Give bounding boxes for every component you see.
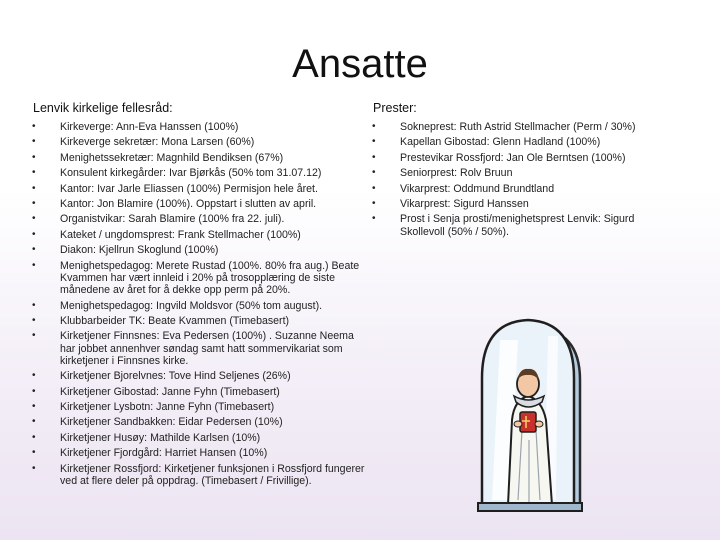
list-item: • Prestevikar Rossfjord: Jan Ole Berntsen (100%) xyxy=(400,152,675,164)
list-item: • Kantor: Ivar Jarle Eliassen (100%) Permisjon hele året. xyxy=(60,183,365,195)
fellesrad-heading: Lenvik kirkelige fellesråd: xyxy=(33,101,173,115)
list-item: • Kirketjener Bjorelvnes: Tove Hind Seljenes (26%) xyxy=(60,370,365,382)
list-item: • Seniorprest: Rolv Bruun xyxy=(400,167,675,179)
list-item: • Kirketjener Sandbakken: Eidar Pedersen (10%) xyxy=(60,416,365,428)
list-item: • Kapellan Gibostad: Glenn Hadland (100%) xyxy=(400,136,675,148)
list-item: • Menighetspedagog: Merete Rustad (100%. 80% fra aug.) Beate Kvammen har vært innleid i 20% på trosopplæring de siste månedene av året for å dekke opp perm på 20%. xyxy=(60,260,365,297)
list-item: • Kirketjener Rossfjord: Kirketjener funksjonen i Rossfjord fungerer ved at flere deler på oppdrag. (Timebasert / Frivillige). xyxy=(60,463,365,488)
list-item: • Sokneprest: Ruth Astrid Stellmacher (Perm / 30%) xyxy=(400,121,675,133)
list-item: • Kirketjener Gibostad: Janne Fyhn (Timebasert) xyxy=(60,386,365,398)
list-item: • Klubbarbeider TK: Beate Kvammen (Timebasert) xyxy=(60,315,365,327)
list-item: • Kirketjener Husøy: Mathilde Karlsen (10%) xyxy=(60,432,365,444)
prester-list xyxy=(400,121,675,241)
list-item: • Menighetspedagog: Ingvild Moldsvor (50% tom august). xyxy=(60,300,365,312)
list-item: • Menighetssekretær: Magnhild Bendiksen (67%) xyxy=(60,152,365,164)
list-item: • Kirkeverge sekretær: Mona Larsen (60%) xyxy=(60,136,365,148)
list-item: • Kantor: Jon Blamire (100%). Oppstart i slutten av april. xyxy=(60,198,365,210)
list-item: • Kateket / ungdomsprest: Frank Stellmacher (100%) xyxy=(60,229,365,241)
list-item: • Kirketjener Lysbotn: Janne Fyhn (Timebasert) xyxy=(60,401,365,413)
list-item: • Prost i Senja prosti/menighetsprest Lenvik: Sigurd Skollevoll (50% / 50%). xyxy=(400,213,675,238)
list-item: • Konsulent kirkegårder: Ivar Bjørkås (50% tom 31.07.12) xyxy=(60,167,365,179)
list-item: • Vikarprest: Sigurd Hanssen xyxy=(400,198,675,210)
list-item: • Organistvikar: Sarah Blamire (100% fra 22. juli). xyxy=(60,213,365,225)
page-title: Ansatte xyxy=(292,42,428,86)
list-item: • Diakon: Kjellrun Skoglund (100%) xyxy=(60,244,365,256)
list-item: • Kirkeverge: Ann-Eva Hanssen (100%) xyxy=(60,121,365,133)
priest-clipart-icon xyxy=(460,300,610,515)
list-item: • Vikarprest: Oddmund Brundtland xyxy=(400,183,675,195)
prester-heading: Prester: xyxy=(373,101,417,115)
fellesrad-list xyxy=(60,121,365,490)
list-item: • Kirketjener Finnsnes: Eva Pedersen (100%) . Suzanne Neema har jobbet annenhver søndag samt hatt sommervikariat som kirketjener i Finnsnes kirke. xyxy=(60,330,365,367)
list-item: • Kirketjener Fjordgård: Harriet Hansen (10%) xyxy=(60,447,365,459)
